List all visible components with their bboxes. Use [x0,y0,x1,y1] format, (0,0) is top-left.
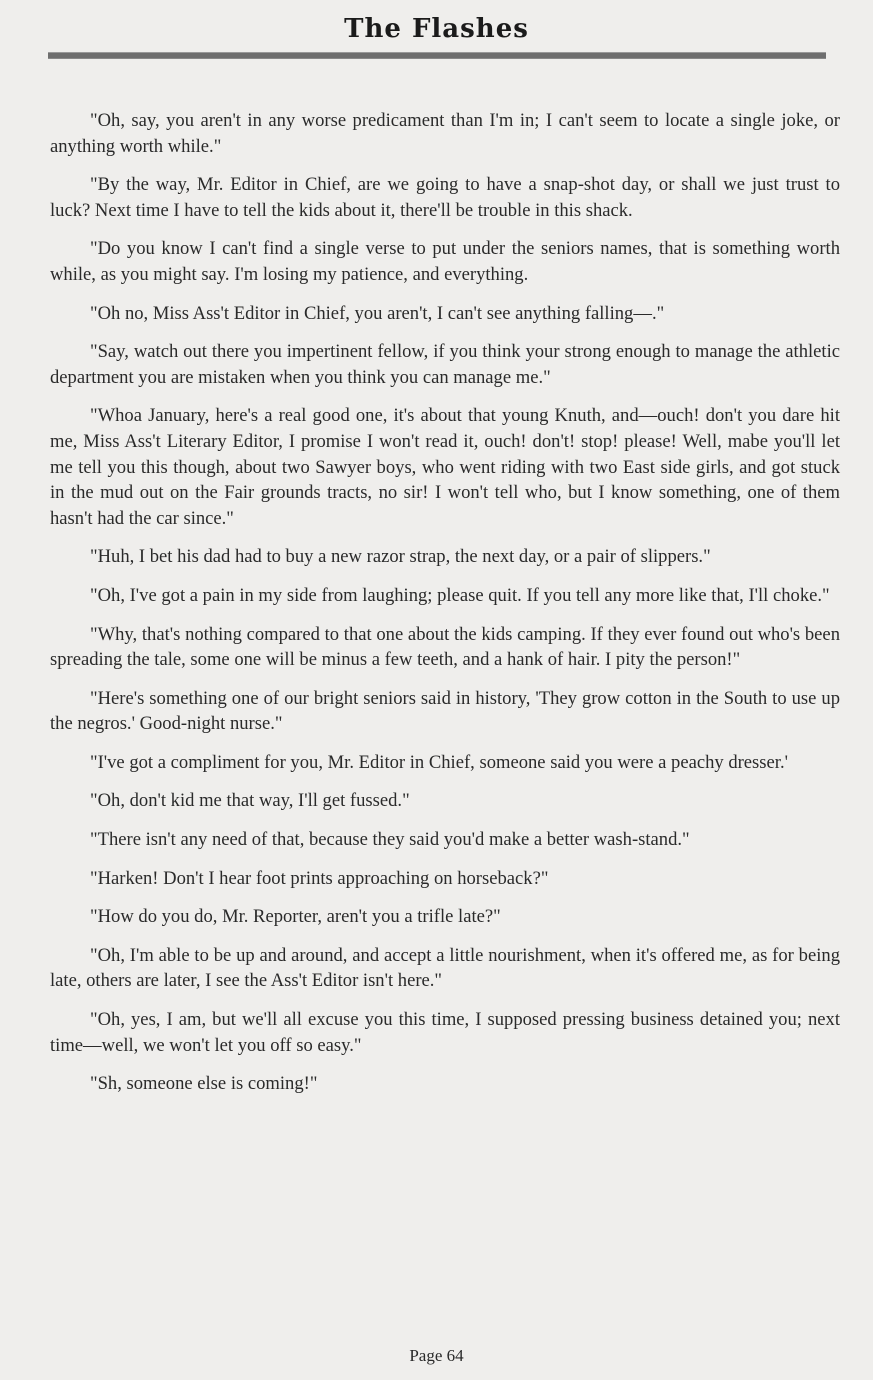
paragraph: "There isn't any need of that, because they said you'd make a better wash-stand." [90,829,690,851]
paragraph: "I've got a compliment for you, Mr. Editor in Chief, someone said you were a peachy dresser.' [90,751,788,773]
paragraph: "Here's something one of our bright seniors said in history, 'They grow cotton in the South to use up the negros.' Good-night nurse." [50,687,840,735]
paragraph: "By the way, Mr. Editor in Chief, are we going to have a snap-shot day, or shall we just trust to luck? Next time I have to tell the kids about it, there'll be trouble in this shack. [50,174,840,221]
page-header-title: The Flashes [344,14,529,44]
paragraph: "Oh, I'm able to be up and around, and accept a little nourishment, when it's offered me, as for being late, others are later, I see the Ass't Editor isn't here." [50,944,840,992]
paragraph: "Oh no, Miss Ass't Editor in Chief, you aren't, I can't see anything falling—." [90,302,665,324]
page-number: Page 64 [409,1346,464,1365]
paragraph: "Harken! Don't I hear foot prints approaching on horseback?" [90,867,549,889]
paragraph: "Do you know I can't find a single verse to put under the seniors names, that is something worth while, as you might say. I'm losing my patience, and everything. [50,238,840,285]
paragraph: "Oh, yes, I am, but we'll all excuse you this time, I supposed pressing business detained you; next time—well, we won't let you off so easy." [50,1009,840,1056]
paragraph: "Whoa January, here's a real good one, it's about that young Knuth, and—ouch! don't you dare hit me, Miss Ass't Literary Editor, I promise I won't read it, ouch! don't! stop! please! Well, mabe you'll let me tell you this though, about two Sawyer boys, who went riding with two East side girls, and got stuck in the mud out on the Fair grounds tracts, no sir! I won't tell who, but I know something, one of them hasn't had the car since." [50,405,840,529]
paragraph: "How do you do, Mr. Reporter, aren't you a trifle late?" [90,906,501,928]
paragraph: "Say, watch out there you impertinent fellow, if you think your strong enough to manage the athletic department you are mistaken when you think you can manage me." [50,341,840,388]
paragraph: "Sh, someone else is coming!" [90,1073,318,1095]
paragraph: "Oh, I've got a pain in my side from laughing; please quit. If you tell any more like that, I'll choke." [90,584,830,606]
paragraph: "Oh, say, you aren't in any worse predicament than I'm in; I can't seem to locate a single joke, or anything worth while." [50,110,840,157]
paragraph: "Oh, don't kid me that way, I'll get fussed." [90,790,410,812]
paragraph: "Why, that's nothing compared to that one about the kids camping. If they ever found out who's been spreading the tale, some one will be minus a few teeth, and a hank of hair. I pity the person!" [50,623,840,671]
header-rule [48,52,826,59]
body-text [50,108,840,1110]
paragraph: "Huh, I bet his dad had to buy a new razor strap, the next day, or a pair of slippers." [90,546,711,568]
